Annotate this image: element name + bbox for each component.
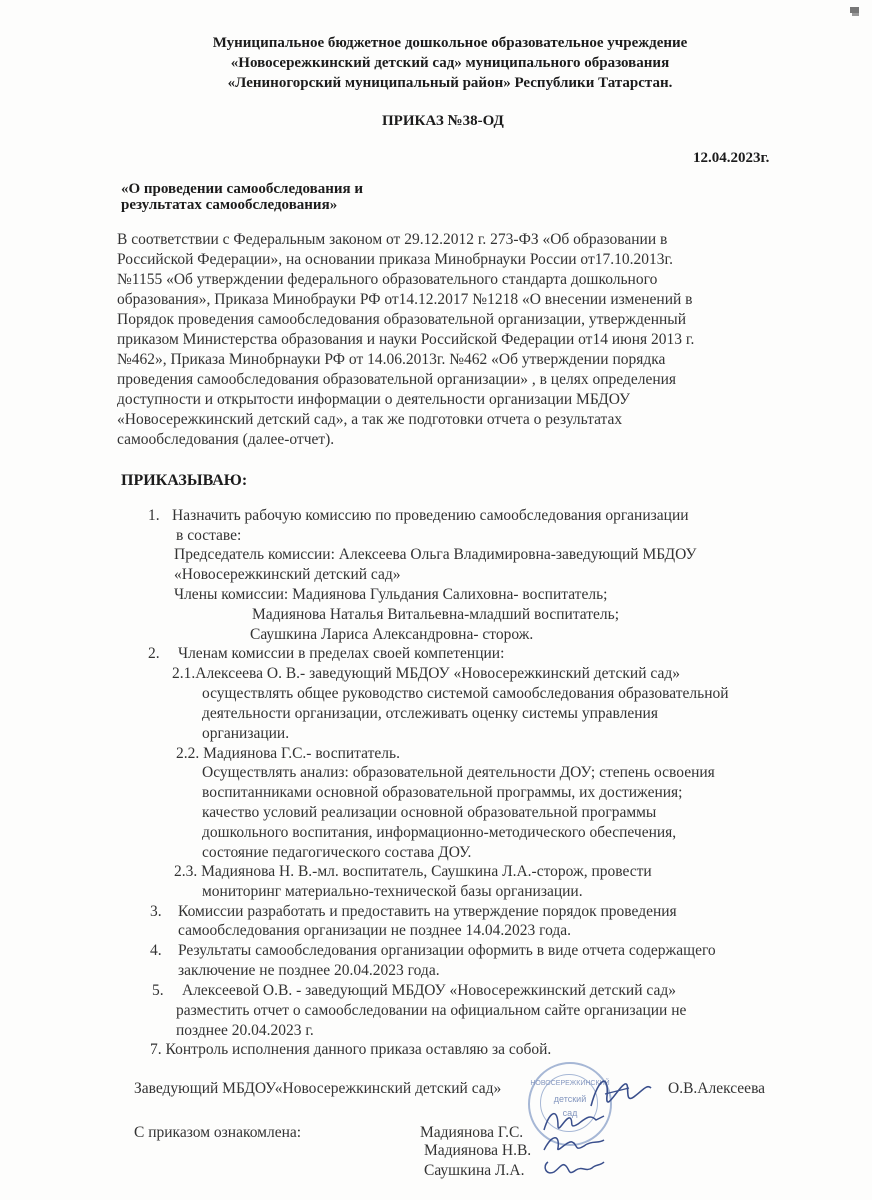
preamble-line: Порядок проведения самообследования образовательной организации, утвержденный (117, 311, 687, 328)
stamp-text: сад (562, 1108, 578, 1118)
order-directive: ПРИКАЗЫВАЮ: (121, 472, 248, 489)
item-4-line: заключение не позднее 20.04.2023 года. (178, 962, 440, 979)
stamp-text: НОВОСЕРЕЖКИНСКИЙ (530, 1080, 610, 1087)
item-4-line: Результаты самообследования организации оформить в виде отчета содержащего (178, 942, 716, 959)
item-2-2-line: состояние педагогического состава ДОУ. (202, 844, 472, 861)
corner-mark (848, 4, 862, 18)
item-7-line: 7. Контроль исполнения данного приказа оставляю за собой. (150, 1041, 552, 1058)
preamble-line: «Новосережкинский детский сад», а так же подготовки отчета о результатах (117, 411, 623, 428)
header-line-2: «Новосережкинский детский сад» муниципального образования (230, 55, 670, 71)
item-5-line: разместить отчет о самообследовании на официальном сайте организации не (176, 1002, 687, 1019)
item-3-line: самообследования организации не позднее 14.04.2023 года. (178, 922, 572, 939)
acquainted-name: Мадиянова Г.С. (420, 1124, 524, 1141)
item-2-1-line: осуществлять общее руководство системой самообследования образовательной (202, 685, 729, 702)
item-2-2-line: Осуществлять анализ: образовательной деятельности ДОУ; степень освоения (202, 764, 715, 781)
item-1-line: Назначить рабочую комиссию по проведению самообследования организации (172, 507, 689, 524)
order-date: 12.04.2023г. (693, 150, 770, 166)
item-2-number: 2. (148, 645, 160, 662)
acquainted-name: Саушкина Л.А. (424, 1162, 525, 1179)
item-3-line: Комиссии разработать и предоставить на утверждение порядок проведения (178, 903, 677, 920)
item-1-line: «Новосережкинский детский сад» (174, 566, 401, 583)
head-name: О.В.Алексеева (668, 1080, 766, 1097)
stamp-text: детский (553, 1094, 587, 1104)
item-2-3-line: мониторинг материально-технической базы организации. (202, 883, 583, 900)
preamble-line: образования», Приказа Минобрауки РФ от14.12.2017 №1218 «О внесении изменений в (117, 291, 693, 308)
order-title: ПРИКАЗ №38-ОД (382, 113, 504, 129)
item-2-1-line: деятельности организации, отслеживать оценку системы управления (202, 705, 658, 722)
preamble-line: №462», Приказа Минобрнауки РФ от 14.06.2013г. №462 «Об утверждении порядка (117, 351, 666, 368)
item-1-line: Члены комиссии: Мадиянова Гульдания Салиховна- воспитатель; (174, 586, 608, 603)
preamble-line: В соответствии с Федеральным законом от 29.12.2012 г. 273-ФЗ «Об образовании в (117, 231, 668, 248)
preamble-line: №1155 «Об утверждении федерального образовательного стандарта дошкольного (117, 271, 658, 288)
item-2-3-line: 2.3. Мадиянова Н. В.-мл. воспитатель, Саушкина Л.А.-сторож, провести (174, 863, 652, 880)
item-1-number: 1. (148, 507, 160, 524)
item-2-2-line: дошкольного воспитания, информационно-методического обеспечения, (202, 824, 677, 841)
item-2-2-line: 2.2. Мадиянова Г.С.- воспитатель. (176, 745, 400, 762)
item-1-line: Председатель комиссии: Алексеева Ольга Владимировна-заведующий МБДОУ (174, 546, 697, 563)
signature-3 (540, 1152, 610, 1182)
item-2-2-line: качество условий реализации основной образовательной программы (202, 804, 657, 821)
item-1-line: Саушкина Лариса Александровна- сторож. (250, 626, 534, 643)
item-5-line: Алексеевой О.В. - заведующий МБДОУ «Новосережкинский детский сад» (182, 982, 676, 999)
header-line-1: Муниципальное бюджетное дошкольное образовательное учреждение (212, 35, 688, 51)
preamble-line: доступности и открытости информации о деятельности организации МБДОУ (117, 391, 631, 408)
header-line-3: «Лениногорский муниципальный район» Республики Татарстан. (227, 75, 673, 91)
item-3-number: 3. (150, 903, 162, 920)
preamble-line: Российской Федерации», на основании приказа Минобрнауки России от17.10.2013г. (117, 251, 673, 268)
item-2-1-line: организации. (202, 725, 290, 742)
head-position: Заведующий МБДОУ«Новосережкинский детский сад» (134, 1080, 502, 1097)
item-4-number: 4. (150, 942, 162, 959)
item-1-line: в составе: (176, 527, 242, 544)
item-2-2-line: воспитанниками основной образовательной программы, их достижения; (202, 784, 683, 801)
item-2-1-line: 2.1.Алексеева О. В.- заведующий МБДОУ «Новосережкинский детский сад» (172, 665, 680, 682)
preamble-line: приказом Министерства образования и науки Российской Федерации от14 июня 2013 г. (117, 331, 695, 348)
item-5-number: 5. (152, 982, 164, 999)
subject-line-1: «О проведении самообследования и (121, 181, 364, 197)
item-5-line: позднее 20.04.2023 г. (176, 1022, 314, 1039)
item-1-line: Мадиянова Наталья Витальевна-младший воспитатель; (252, 606, 620, 623)
item-2-line: Членам комиссии в пределах своей компетенции: (178, 645, 505, 662)
preamble-line: самообследования (далее-отчет). (117, 431, 335, 448)
preamble-line: проведения самообследования образовательной организации» , в целях определения (117, 371, 677, 388)
acquainted-label: С приказом ознакомлена: (134, 1124, 302, 1141)
acquainted-name: Мадиянова Н.В. (424, 1142, 532, 1159)
subject-line-2: результатах самообследования» (121, 197, 338, 213)
